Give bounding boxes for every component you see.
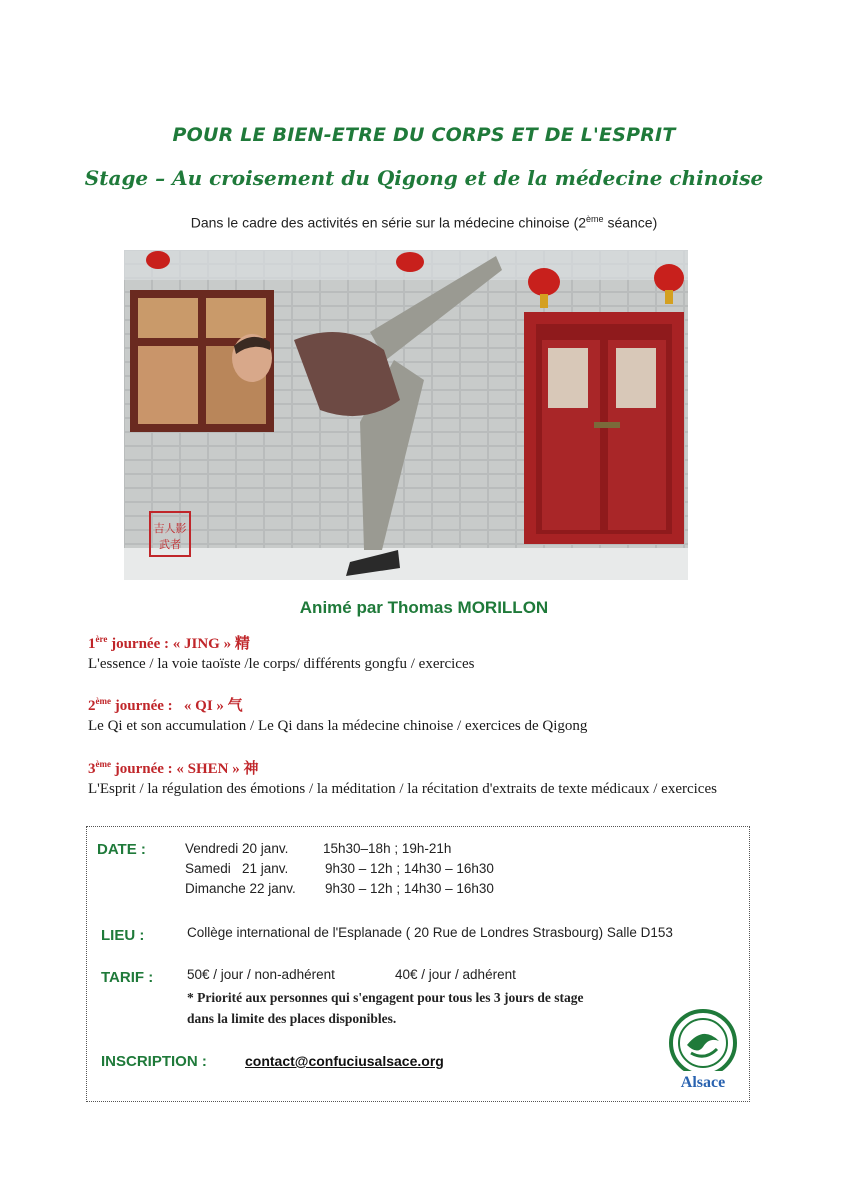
date-label: DATE : <box>97 841 146 858</box>
lieu-text: Collège international de l'Esplanade ( 20 Rue de Londres Strasbourg) Salle D153 <box>187 925 673 940</box>
tarif-nonmember: 50€ / jour / non-adhérent <box>187 967 335 982</box>
seal-stamp-2: 武者 <box>159 538 181 551</box>
logo-text: Alsace <box>680 1074 726 1091</box>
day-1: 1ère journée : « JING » 精 L'essence / la voie taoïste /le corps/ différents gongfu / exercices <box>88 634 475 672</box>
date-3-time: 9h30 – 12h ; 14h30 – 16h30 <box>325 881 494 896</box>
inscription-label: INSCRIPTION : <box>101 1053 207 1070</box>
date-3-day: Dimanche 22 janv. <box>185 881 296 896</box>
day-3: 3ème journée : « SHEN » 神 L'Esprit / la régulation des émotions / la méditation / la récitation d'extraits de texte médicaux / exercices <box>88 759 717 797</box>
date-1-time: 15h30–18h ; 19h-21h <box>323 841 452 856</box>
priority-note: * Priorité aux personnes qui s'engagent pour tous les 3 jours de stage dans la limite des places disponibles. <box>187 990 584 1026</box>
kick-photo-illustration <box>124 250 688 580</box>
day-2-description: Le Qi et son accumulation / Le Qi dans la médecine chinoise / exercices de Qigong <box>88 718 588 734</box>
seal-stamp: 吉人影 <box>153 522 187 535</box>
tarif-member: 40€ / jour / adhérent <box>395 967 516 982</box>
hero-photo <box>124 250 688 580</box>
page-subtitle: Stage – Au croisement du Qigong et de la médecine chinoise <box>84 166 764 190</box>
day-1-description: L'essence / la voie taoïste /le corps/ différents gongfu / exercices <box>88 656 475 672</box>
info-box <box>86 826 750 1102</box>
tarif-label: TARIF : <box>101 969 154 986</box>
lieu-label: LIEU : <box>101 927 145 944</box>
day-2: 2ème journée : « QI » 气 Le Qi et son accumulation / Le Qi dans la médecine chinoise / exercices de Qigong <box>88 696 588 734</box>
confucius-institute-logo <box>659 1007 747 1093</box>
date-1-day: Vendredi 20 janv. <box>185 841 289 856</box>
day-3-description: L'Esprit / la régulation des émotions / la méditation / la récitation d'extraits de texte médicaux / exercices <box>88 781 717 797</box>
date-2-time: 9h30 – 12h ; 14h30 – 16h30 <box>325 861 494 876</box>
context-line: Dans le cadre des activités en série sur la médecine chinoise (2ème séance) <box>190 214 658 231</box>
contact-email-link[interactable]: contact@confuciusalsace.org <box>245 1053 444 1069</box>
page-title: POUR LE BIEN-ETRE DU CORPS ET DE L'ESPRIT <box>172 124 676 146</box>
animator-line: Animé par Thomas MORILLON <box>299 598 549 617</box>
date-2-day: Samedi 21 janv. <box>185 861 289 876</box>
